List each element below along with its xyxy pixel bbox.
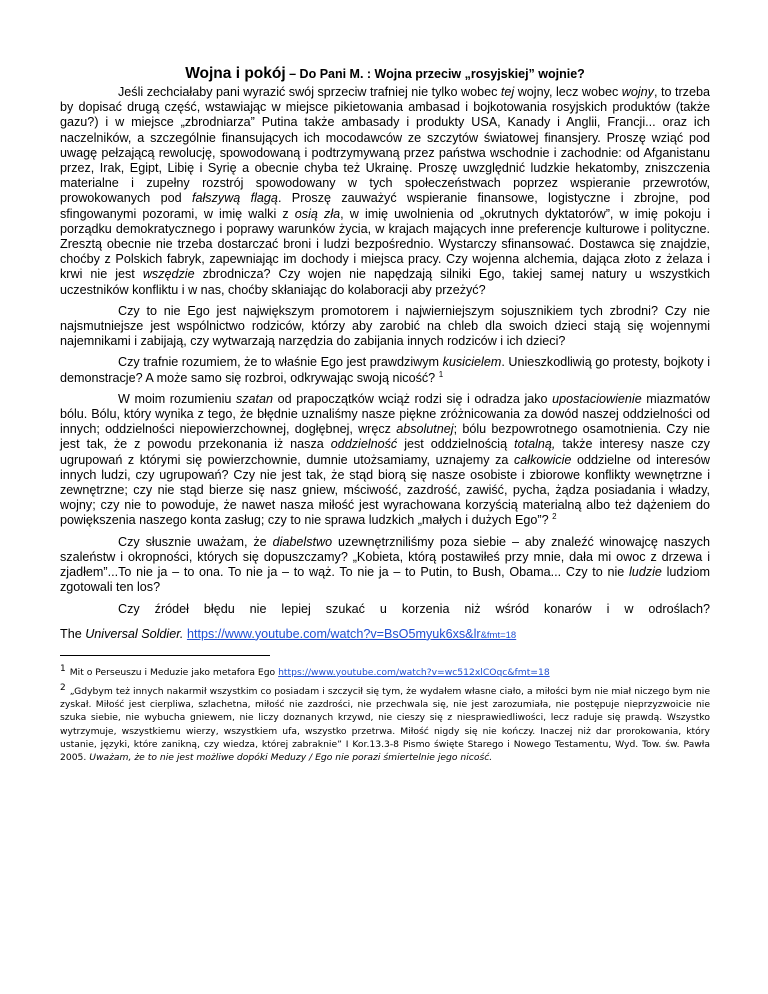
text-run: , w imię uwolnienia od „okrutnych dyktatorów”, w imię pokoju i porządku demokratycznego i poprawy warunków życia, w krajach mających inne preferencje kulturowe i polityczne. Zresztą obecnie nie trzeba dostarczać broni i ludzi bezpośrednio. Wystarczy sfinansować. Dostawca się znajdzie, choćby z Polskich fabryk, zapewniając im dochody i miejsca pracy. Czy wojenna alchemia, dająca złoto z żelaza i krwi nie jest <box>60 206 711 282</box>
footnote-ref-2[interactable]: 2 <box>552 512 557 522</box>
italic-run: wszędzie <box>142 267 195 282</box>
closing-work-title: Universal Soldier. <box>85 626 184 641</box>
paragraph-5 <box>60 535 710 596</box>
italic-run: absolutnej <box>396 422 454 437</box>
title-main: Wojna i pokój <box>185 65 286 82</box>
closing-prefix: The <box>60 626 86 641</box>
text-run: Czy trafnie rozumiem, że to właśnie Ego jest prawdziwym <box>118 355 443 370</box>
paragraph-3 <box>60 355 710 385</box>
link-text[interactable]: https://www.youtube.com/watch?v=BsO5myuk6xs&lr <box>186 626 481 641</box>
italic-run: kusicielem <box>442 355 502 370</box>
footnote-2 <box>60 682 710 764</box>
text-run: . Unieszkodliwią go protesty, bojkoty i demonstracje? A może samo się rozbroi, odkrywając swoją nicość? <box>60 355 710 385</box>
text-run: zbrodnicza? Czy wojen nie napędzają silniki Ego, takiej samej natury u wszystkich uczestników konfliktu i w nas, choćby skłaniając do kolaboracji aby przeżyć? <box>60 267 710 297</box>
footnote-ref-1[interactable]: 1 <box>438 369 444 379</box>
document-page <box>60 66 710 770</box>
paragraph-2: Czy to nie Ego jest największym promotorem i najwierniejszym sojusznikiem tych zbrodni? Czy nie najsmutniejsze jest wspólnictwo rodziców, którzy aby zarobić na chleb dla swoich dzieci stają się wojennymi najemnikami i zabijają, czy wytwarzają narzędzia do zabijania innych rodziców i ich dzieci? <box>60 303 710 349</box>
text-run: jest oddzielnością <box>397 437 515 452</box>
paragraph-6: Czy źródeł błędu nie lepiej szukać u korzenia niż wśród konarów i w odroślach? <box>118 601 710 616</box>
italic-run: całkowicie <box>513 452 572 467</box>
italic-run: szatan <box>235 391 274 406</box>
footnote-italic-text: Uważam, że to nie jest możliwe dopóki Meduzy / Ego nie porazi śmiertelnie jego nicość. <box>89 751 493 763</box>
perseus-meduza-link[interactable]: https://www.youtube.com/watch?v=wc512xlCOqc&fmt=18 <box>278 666 550 678</box>
italic-run: oddzielność <box>330 437 398 452</box>
text-run: Czy słusznie uważam, że <box>118 534 273 549</box>
text-run: ; bólu bezpowrotnego osamotnienia. Czy nie jest tak, że z powodu przekonania iż nasza <box>60 422 710 452</box>
italic-run: totalną, <box>514 437 556 452</box>
footnote-1 <box>60 663 710 679</box>
text-run: Jeśli zechciałaby pani wyrazić swój sprzeciw trafniej nie tylko wobec <box>118 85 501 99</box>
italic-run: osią zła <box>294 206 341 221</box>
text-run: od prapoczątków wciąż rodzi się i odradza jako <box>273 391 553 406</box>
text-run: wojny, lecz wobec <box>514 85 622 99</box>
title-subtitle: – Do Pani M. : Wojna przeciw „rosyjskiej” wojnie? <box>285 67 585 81</box>
text-run: miazmatów bólu. Bólu, który wynika z tego, że błędnie uznaliśmy nasze piękne zróżnicowania za dowód naszej oddzielności od innych; oddzielności niepowierzchownej, dogłębnej, wręcz <box>60 391 710 437</box>
text-run: , to trzeba by dopisać drugą część, wstawiając w miejsce pikietowania ambasad i bojkotowania rosyjskich produktów (także gazu?) i w miejsce „zbrodniarza” Putina także ambasady i produkty USA, Kanady i Anglii, Francji... oraz ich naczelników, a szczególnie finansujących ich mocodawców ze szczytów światowej finansjery. Proszę wziąć pod uwagę pełzającą rewolucję, spowodowaną i podtrzymywaną przez państwa wschodnie i zachodnie: od Afganistanu przez, Irak, Egipt, Libię i Syrię a obecnie chyba też Ukrainę. Proszę uwzględnić ludzkie hekatomby, zniszczenia materialne i zupełny rozstrój spowodowany w tych społeczeństwach poprzez wspieranie przewrotów, prowokowanych pod <box>60 85 710 206</box>
universal-soldier-link[interactable] <box>187 627 516 641</box>
italic-run: upostaciowienie <box>552 391 642 406</box>
text-run: . Proszę zauważyć wspieranie finansowe, logistyczne i zbrojne, pod sfingowanymi pozorami, w imię walki z <box>60 191 710 221</box>
text-run: ludziom zgotowali ten los? <box>60 565 710 595</box>
text-run: oddzielne od interesów innych ludzi, czy ugrupowań? Czy nie jest tak, że stąd biorą się nasze osobiste i zbiorowe konflikty wewnętrzne i zewnętrzne; czy nie stąd bierze się nasz gniew, mściwość, zazdrość, zawiść, pycha, żądza posiadania i władzy, wojny; czy nie to powoduje, że nawet nasza miłość jest wyrachowana korzyścią materialną albo też dążeniem do powiększenia naszego konta zasług; czy to nie sprawa ludzkich „małych i dużych Ego”? <box>60 452 710 528</box>
footnote-text: Mit o Perseuszu i Meduzie jako metafora Ego <box>69 666 279 678</box>
paragraph-4 <box>60 392 710 529</box>
text-run: uzewnętrzniliśmy poza siebie – aby znaleźć winowajcę naszych szaleństw i okropności, których się dopuszczamy? „Kobieta, którą postawiłeś przy mnie, dała mi owoc z drzewa i zjadłem”...To nie ja – to ona. To nie ja – to wąż. To nie ja – to Putin, to Bush, Obama... Czy to nie <box>60 534 710 580</box>
footnote-text: „Gdybym też innych nakarmił wszystkim co posiadam i szczycił się tym, że wydałem własne ciało, a miłości bym nie miał niczego bym nie zyskał. Miłość jest cierpliwa, szlachetna, miłość nie zazdrości, nie przechwala się, nie jest zarozumiała, nie postępuje nieprzyzwoicie nie szuka siebie, nie wybucha gniewem, nie liczy doznanych krzywd, nie cieszy się z niesprawiedliwości, lecz raduje się prawdą. Wszystko wytrzymuje, wszystkiemu wierzy, wszystkiem ufa, wszystko przetrwa. Miłość nigdy się nie kończy. Inaczej niż dar prorokowania, który ustanie, języki, które zanikną, czy wiedza, której zabraknie” I Kor.13.3-8 Pismo święte Starego i Nowego Testamentu, Wyd. Tow. św. Pawła 2005. <box>60 685 710 763</box>
page-title <box>60 66 710 82</box>
paragraph-1 <box>60 85 710 298</box>
italic-run: tej <box>500 85 515 99</box>
footnote-number: 2 <box>60 682 66 693</box>
closing-line <box>60 627 710 643</box>
link-suffix[interactable]: &fmt=18 <box>480 629 517 641</box>
italic-run: fałszywą flagą <box>192 191 278 206</box>
footnote-number: 1 <box>60 663 66 674</box>
italic-run: diabelstwo <box>272 534 333 549</box>
italic-run: ludzie <box>628 565 662 580</box>
italic-run: wojny <box>621 85 654 99</box>
text-run: także interesy nasze czy ugrupowań z którymi się powierzchownie, dumnie utożsamiamy, uznajemy za <box>60 437 710 467</box>
text-run: W moim rozumieniu <box>118 391 236 406</box>
footnote-divider <box>60 655 270 656</box>
